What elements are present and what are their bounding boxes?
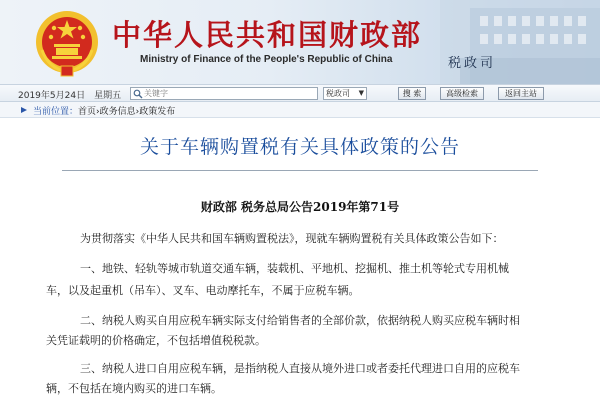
national-emblem-icon: [34, 6, 100, 78]
breadcrumb-separator: ›: [135, 107, 140, 117]
search-scope-select[interactable]: [323, 87, 367, 100]
ministry-building-image: [400, 0, 600, 84]
paragraph-3-line-2: 辆，不包括在境内购买的进口车辆。: [46, 382, 222, 395]
toolbar: [0, 84, 600, 102]
search-button[interactable]: 搜 索: [398, 87, 426, 100]
search-box[interactable]: [130, 87, 318, 100]
breadcrumb-home[interactable]: 首页: [78, 107, 97, 117]
department-name: 税政司: [448, 56, 497, 71]
paragraph-1-line-1: 一、地铁、轻轨等城市轨道交通车辆，装载机、平地机、挖掘机、推土机等轮式专用机械: [80, 262, 509, 275]
paragraph-intro: 为贯彻落实《中华人民共和国车辆购置税法》，现就车辆购置税有关具体政策公告如下：: [80, 232, 504, 245]
advanced-search-button[interactable]: 高级检索: [440, 87, 484, 100]
paragraph-1-line-2: 车，以及起重机（吊车）、叉车、电动摩托车，不属于应税车辆。: [46, 284, 360, 297]
title-divider: [62, 170, 538, 171]
paragraph-2-line-1: 二、纳税人购买自用应税车辆实际支付给销售者的全部价款，依据纳税人购买应税车辆时相: [80, 314, 520, 327]
breadcrumb-label: 当前位置：: [33, 107, 79, 117]
site-title-english: Ministry of Finance of the People's Republic of China: [140, 54, 393, 65]
site-banner: [0, 0, 600, 84]
breadcrumb-government-info[interactable]: 政务信息: [99, 107, 136, 117]
document-number: 财政部 税务总局公告2019年第71号: [200, 200, 400, 214]
breadcrumb: [33, 104, 175, 117]
search-input[interactable]: [144, 88, 316, 99]
breadcrumb-policy-release[interactable]: 政策发布: [139, 107, 176, 117]
breadcrumb-separator: ›: [96, 107, 100, 117]
breadcrumb-bar: [0, 102, 600, 118]
paragraph-2-line-2: 关凭证载明的价格确定，不包括增值税税款。: [46, 334, 266, 347]
location-arrow-icon: [20, 106, 28, 114]
article-title: 关于车辆购置税有关具体政策的公告: [139, 136, 460, 158]
paragraph-3-line-1: 三、纳税人进口自用应税车辆，是指纳税人直接从境外进口或者委托代理进口自用的应税车: [80, 362, 520, 375]
chevron-down-icon: ▼: [358, 89, 364, 97]
search-icon: [133, 89, 143, 99]
site-title-chinese: 中华人民共和国财政部: [112, 18, 423, 52]
current-date: 2019年5月24日 星期五: [18, 91, 122, 101]
return-home-button[interactable]: 返回主站: [498, 87, 544, 100]
search-scope-value: 税政司: [326, 89, 350, 98]
